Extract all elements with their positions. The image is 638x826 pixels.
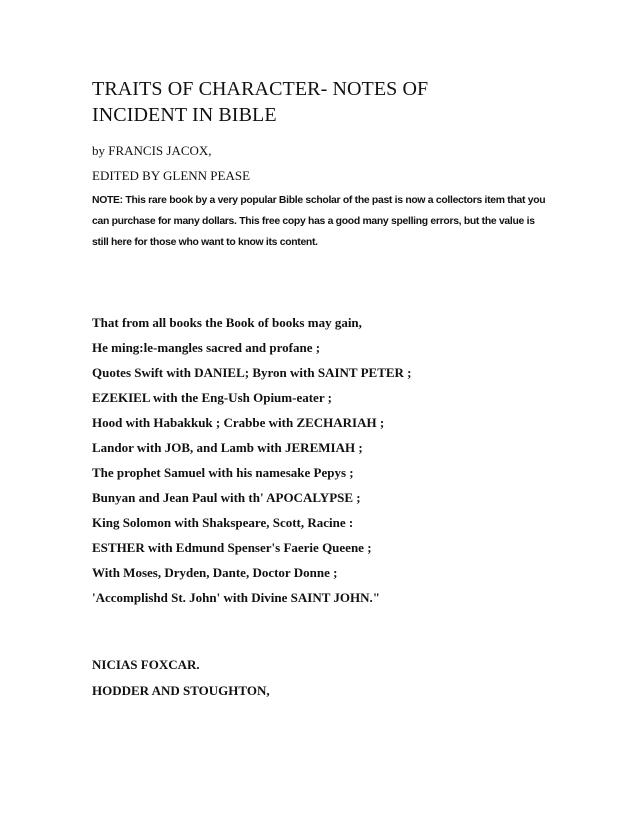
poem-line: He ming:le-mangles sacred and profane ; (92, 340, 321, 355)
epigraph-poem (92, 315, 412, 615)
poem-line: King Solomon with Shakspeare, Scott, Racine : (92, 515, 354, 530)
editor-credit: EDITED BY GLENN PEASE (92, 168, 251, 183)
editor-note: NOTE: This rare book by a very popular Bible scholar of the past is now a collectors item that you can purchase for many dollars. This free copy has a good many spelling errors, but the value is still here for those who want to know its content. (92, 195, 546, 248)
poem-line: EZEKIEL with the Eng-Ush Opium-eater ; (92, 390, 332, 405)
poem-line: That from all books the Book of books may gain, (92, 315, 362, 330)
poem-signature: NICIAS FOXCAR. (92, 657, 200, 672)
document-title: TRAITS OF CHARACTER- NOTES OF INCIDENT IN BIBLE (92, 78, 429, 126)
author-byline: by FRANCIS JACOX, (92, 143, 212, 158)
poem-line: Bunyan and Jean Paul with th' APOCALYPSE ; (92, 490, 361, 505)
poem-line: With Moses, Dryden, Dante, Doctor Donne ; (92, 565, 338, 580)
poem-line: 'Accomplishd St. John' with Divine SAINT JOHN." (92, 590, 380, 605)
publisher-name: HODDER AND STOUGHTON, (92, 683, 270, 698)
poem-line: The prophet Samuel with his namesake Pepys ; (92, 465, 354, 480)
poem-line: Quotes Swift with DANIEL; Byron with SAINT PETER ; (92, 365, 412, 380)
poem-line: ESTHER with Edmund Spenser's Faerie Queene ; (92, 540, 372, 555)
poem-line: Landor with JOB, and Lamb with JEREMIAH ; (92, 440, 363, 455)
poem-line: Hood with Habakkuk ; Crabbe with ZECHARIAH ; (92, 415, 385, 430)
